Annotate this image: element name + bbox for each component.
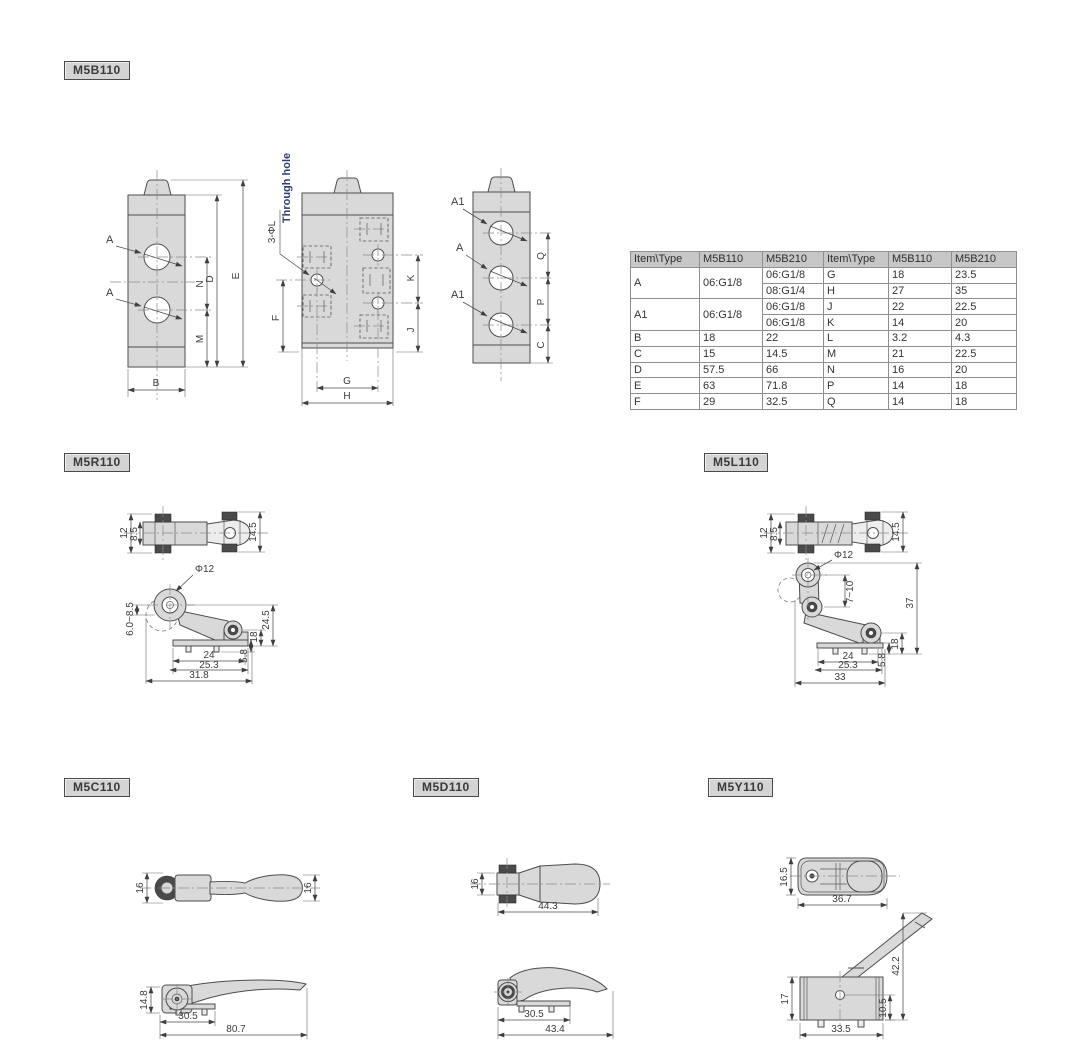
model-label-m5b110: M5B110 bbox=[64, 61, 130, 80]
port-label-a: A bbox=[106, 287, 114, 299]
port-label-a: A bbox=[106, 234, 114, 246]
table-cell: 27 bbox=[889, 283, 952, 299]
paddle-lever-side bbox=[494, 968, 607, 1012]
m5c110-top-view-drawing bbox=[135, 845, 325, 913]
m5d110-side-view-drawing bbox=[470, 958, 620, 1048]
dim-36-7: 36.7 bbox=[832, 894, 852, 905]
m5d110-top-view-drawing bbox=[465, 840, 620, 920]
dim-k: K bbox=[406, 274, 417, 282]
table-cell: A1 bbox=[631, 299, 700, 331]
dim-p: P bbox=[536, 298, 547, 306]
model-label-m5l110: M5L110 bbox=[704, 453, 768, 472]
table-cell: 21 bbox=[889, 346, 952, 362]
m5r110-top-view-drawing bbox=[119, 486, 277, 566]
dim-phi12: Φ12 bbox=[834, 550, 854, 561]
dim-e: E bbox=[231, 272, 242, 280]
hole-callout-3-phi-l: 3-ΦL bbox=[267, 220, 278, 244]
table-cell: A bbox=[631, 267, 700, 299]
table-cell: 14.5 bbox=[763, 346, 824, 362]
dim-31-8: 31.8 bbox=[189, 670, 209, 681]
dim-44-3: 44.3 bbox=[538, 901, 558, 912]
valve-body bbox=[302, 178, 393, 348]
table-cell: H bbox=[824, 283, 889, 299]
lever-pad bbox=[499, 865, 516, 873]
dim-m: M bbox=[195, 334, 206, 344]
dim-37: 37 bbox=[905, 597, 916, 609]
dim-24: 24 bbox=[203, 650, 215, 661]
mount-pin bbox=[519, 1006, 524, 1012]
dim-16: 16 bbox=[470, 878, 481, 890]
table-row bbox=[631, 299, 1017, 315]
table-cell: 22.5 bbox=[952, 346, 1017, 362]
table-cell: 06:G1/8 bbox=[700, 267, 763, 299]
table-header-row bbox=[631, 252, 1017, 268]
dim-n: N bbox=[195, 280, 206, 288]
model-label-m5r110: M5R110 bbox=[64, 453, 130, 472]
header-cell: M5B210 bbox=[952, 252, 1017, 268]
dim-q: Q bbox=[536, 252, 547, 260]
mount-plate bbox=[173, 640, 248, 646]
dim-12: 12 bbox=[759, 527, 770, 539]
table-row bbox=[631, 362, 1017, 378]
roller-pad bbox=[865, 512, 880, 520]
table-row bbox=[631, 378, 1017, 394]
dim-8-5: 8.5 bbox=[129, 527, 140, 541]
table-cell: 18 bbox=[700, 330, 763, 346]
lever-handle bbox=[188, 980, 306, 1004]
toggle-top bbox=[790, 858, 900, 895]
hand-lever-side bbox=[162, 980, 306, 1015]
table-cell: N bbox=[824, 362, 889, 378]
table-cell: 3.2 bbox=[889, 330, 952, 346]
dim-g: G bbox=[343, 376, 351, 387]
mount-pin bbox=[202, 1009, 207, 1015]
actuator-knob bbox=[488, 177, 515, 192]
m5y110-side-view-drawing bbox=[780, 905, 920, 1055]
dim-33: 33 bbox=[834, 672, 846, 683]
port-label-a1: A1 bbox=[451, 289, 465, 301]
toggle-lever bbox=[842, 913, 932, 977]
mount-pin bbox=[858, 1020, 864, 1027]
table-cell: 57.5 bbox=[700, 362, 763, 378]
table-cell: 14 bbox=[889, 315, 952, 331]
model-label-m5y110: M5Y110 bbox=[708, 778, 773, 797]
m5y110-top-view-drawing bbox=[779, 840, 912, 915]
dim-18: 18 bbox=[249, 631, 260, 643]
hand-lever-top bbox=[140, 875, 320, 901]
dim-16-5: 16.5 bbox=[779, 867, 790, 887]
dim-14-8: 14.8 bbox=[139, 990, 150, 1010]
header-cell: Item\Type bbox=[631, 252, 700, 268]
roller-pad bbox=[222, 512, 237, 520]
m5b110-side-view-drawing bbox=[268, 136, 448, 421]
lever-pad bbox=[499, 895, 516, 903]
table-cell: 63 bbox=[700, 378, 763, 394]
table-cell: 20 bbox=[952, 315, 1017, 331]
header-cell: Item\Type bbox=[824, 252, 889, 268]
mount-plate bbox=[817, 643, 883, 648]
table-row bbox=[631, 346, 1017, 362]
table-cell: L bbox=[824, 330, 889, 346]
valve-body bbox=[473, 177, 530, 363]
dim-43-4: 43.4 bbox=[545, 1024, 565, 1035]
dim-14-5: 14.5 bbox=[248, 522, 259, 542]
actuator-knob bbox=[334, 178, 361, 193]
dim-25-3: 25.3 bbox=[838, 660, 858, 671]
roller-pad bbox=[222, 544, 237, 552]
table-cell: 23.5 bbox=[952, 267, 1017, 283]
table-cell: 14 bbox=[889, 378, 952, 394]
table-cell: 29 bbox=[700, 394, 763, 410]
table-cell: 06:G1/8 bbox=[700, 299, 763, 331]
table-cell: 16 bbox=[889, 362, 952, 378]
dim-24: 24 bbox=[842, 651, 854, 662]
table-cell: F bbox=[631, 394, 700, 410]
dim-14-5: 14.5 bbox=[891, 522, 902, 542]
table-cell: 32.5 bbox=[763, 394, 824, 410]
header-cell: M5B110 bbox=[700, 252, 763, 268]
header-cell: M5B110 bbox=[889, 252, 952, 268]
table-cell: 18 bbox=[952, 378, 1017, 394]
table-cell: B bbox=[631, 330, 700, 346]
dim-j: J bbox=[406, 327, 417, 333]
dimension-table bbox=[630, 251, 1017, 410]
roller-lever-side bbox=[146, 584, 248, 652]
table-cell: 20 bbox=[952, 362, 1017, 378]
dim-18: 18 bbox=[890, 638, 901, 650]
m5l110-side-view-drawing bbox=[762, 548, 942, 708]
dim-travel: 6.0~8.5 bbox=[125, 602, 136, 636]
table-cell: 22.5 bbox=[952, 299, 1017, 315]
dim-16-left: 16 bbox=[135, 882, 146, 894]
table-cell: 4.3 bbox=[952, 330, 1017, 346]
table-cell: 71.8 bbox=[763, 378, 824, 394]
mount-pin bbox=[818, 1020, 824, 1027]
table-cell: D bbox=[631, 362, 700, 378]
dim-16-right: 16 bbox=[303, 882, 314, 894]
mount-pin bbox=[214, 646, 219, 652]
m5c110-side-view-drawing bbox=[140, 958, 318, 1044]
dim-33-5: 33.5 bbox=[831, 1024, 851, 1035]
actuator-knob bbox=[144, 180, 171, 195]
table-cell: J bbox=[824, 299, 889, 315]
table-cell: Q bbox=[824, 394, 889, 410]
mount-plate bbox=[517, 1001, 570, 1006]
dim-h: H bbox=[343, 391, 351, 402]
dim-b: B bbox=[152, 378, 160, 389]
table-cell: 08:G1/4 bbox=[763, 283, 824, 299]
table-cell: 06:G1/8 bbox=[763, 267, 824, 283]
mount-pin bbox=[186, 646, 191, 652]
m5b110-front-view-drawing bbox=[100, 162, 265, 412]
table-cell: P bbox=[824, 378, 889, 394]
dim-5-8: 5.8 bbox=[239, 649, 250, 663]
dim-12: 12 bbox=[119, 527, 130, 539]
dim-42-2: 42.2 bbox=[891, 956, 902, 976]
m5r110-side-view-drawing bbox=[125, 558, 293, 706]
table-cell: M bbox=[824, 346, 889, 362]
table-cell: 06:G1/8 bbox=[763, 299, 824, 315]
table-row bbox=[631, 267, 1017, 283]
dim-17: 17 bbox=[780, 993, 791, 1005]
port-label-a: A bbox=[456, 242, 464, 254]
table-cell: C bbox=[631, 346, 700, 362]
table-cell: 22 bbox=[889, 299, 952, 315]
dim-80-7: 80.7 bbox=[226, 1024, 246, 1035]
table-cell: K bbox=[824, 315, 889, 331]
table-cell: 15 bbox=[700, 346, 763, 362]
dimensions bbox=[530, 233, 553, 363]
m5b110-end-view-drawing bbox=[443, 163, 593, 425]
through-hole-note: Through hole bbox=[281, 152, 293, 224]
mount-pin bbox=[549, 1006, 554, 1012]
dim-30-5: 30.5 bbox=[524, 1009, 544, 1020]
dim-d: D bbox=[205, 275, 216, 283]
table-row bbox=[631, 330, 1017, 346]
port-label-a1: A1 bbox=[451, 196, 465, 208]
table-cell: 18 bbox=[889, 267, 952, 283]
dim-c: C bbox=[536, 341, 547, 349]
dim-10-5: 10.5 bbox=[878, 998, 889, 1018]
table-cell: 35 bbox=[952, 283, 1017, 299]
dim-phi12: Φ12 bbox=[195, 564, 215, 575]
model-label-m5c110: M5C110 bbox=[64, 778, 130, 797]
toggle-side bbox=[800, 913, 932, 1027]
dim-travel: 7~10 bbox=[845, 580, 856, 604]
mount-pin bbox=[862, 648, 867, 654]
table-cell: G bbox=[824, 267, 889, 283]
table-cell: 22 bbox=[763, 330, 824, 346]
dim-25-3: 25.3 bbox=[199, 660, 219, 671]
roller-lever-side bbox=[778, 558, 883, 654]
dim-f: F bbox=[271, 314, 282, 322]
model-label-m5d110: M5D110 bbox=[413, 778, 479, 797]
mount-pin bbox=[833, 648, 838, 654]
dim-5-8: 5.8 bbox=[877, 653, 888, 667]
table-row bbox=[631, 394, 1017, 410]
paddle bbox=[510, 968, 607, 1002]
dim-30-5: 30.5 bbox=[178, 1011, 198, 1022]
dim-24-5: 24.5 bbox=[261, 610, 272, 630]
valve-body bbox=[128, 180, 185, 367]
table-cell: E bbox=[631, 378, 700, 394]
table-cell: 06:G1/8 bbox=[763, 315, 824, 331]
table-cell: 14 bbox=[889, 394, 952, 410]
table-cell: 66 bbox=[763, 362, 824, 378]
table-cell: 18 bbox=[952, 394, 1017, 410]
header-cell: M5B210 bbox=[763, 252, 824, 268]
toggle-knob bbox=[847, 861, 882, 892]
dim-8-5: 8.5 bbox=[769, 527, 780, 541]
